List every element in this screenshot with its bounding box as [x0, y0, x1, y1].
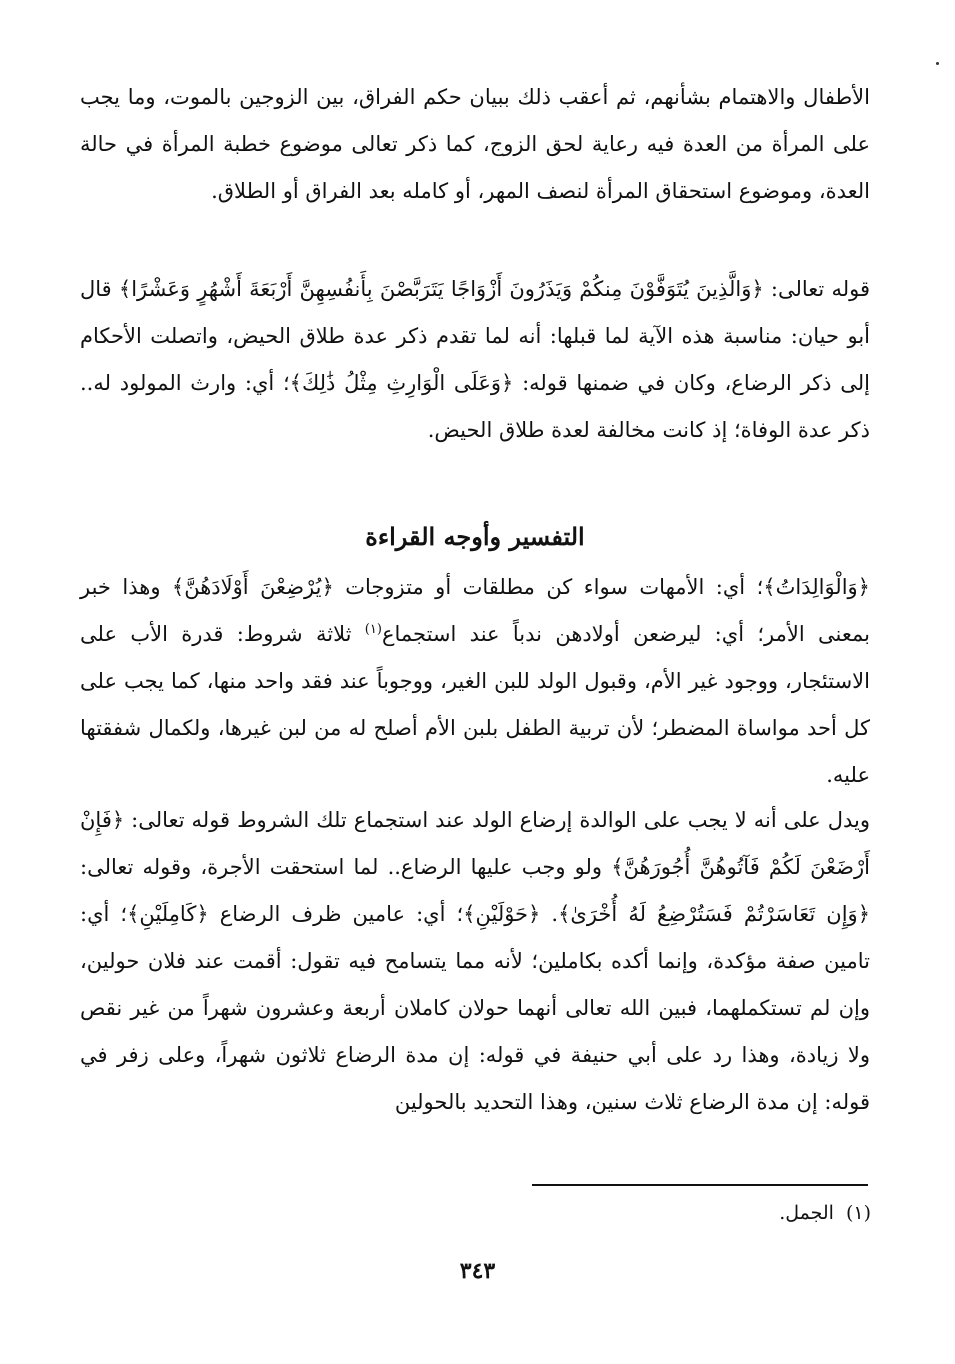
- footnote-text: الجمل.: [779, 1202, 834, 1224]
- scan-speck: [936, 62, 939, 65]
- paragraph-intro: الأطفال والاهتمام بشأنهم، ثم أعقب ذلك ببيان حكم الفراق، بين الزوجين بالموت، وما يجب على المرأة من العدة فيه رعاية لحق الزوج، كما ذكر تعالى موضوع خطبة المرأة في حالة العدة، وموضوع استحقاق المرأة لنصف المهر، أو كامله بعد الفراق أو الطلاق.: [80, 85, 870, 203]
- section-heading: التفسير وأوجه القراءة: [365, 522, 585, 551]
- footnote-divider: [532, 1184, 868, 1186]
- paragraph-mothers-part2: ثلاثة شروط: قدرة الأب على الاستئجار، ووجود غير الأم، وقبول الولد للبن الغير، ووجوباً عند فقد واحد منها، كما يجب على كل أحد مواساة المضطر؛ لأن تربية الطفل بلبن الأم أصلح له من لبن غيرها، ولكمال شفقتها عليه.: [80, 622, 870, 787]
- paragraph-mothers-part1: ﴿وَالْوَالِدَاتُ﴾؛ أي: الأمهات سواء كن مطلقات أو متزوجات ﴿يُرْضِعْنَ أَوْلَادَهُنَّ﴾ وهذا خبر بمعنى الأمر؛ أي: ليرضعن أولادهن ندباً عند استجماع: [80, 575, 870, 646]
- paragraph-evidence: ويدل على أنه لا يجب على الوالدة إرضاع الولد عند استجماع تلك الشروط قوله تعالى: ﴿فَإِنْ أَرْضَعْنَ لَكُمْ فَآتُوهُنَّ أُجُورَهُنَّ﴾ ولو وجب عليها الرضاع.. لما استحقت الأجرة، وقوله تعالى: ﴿وَإِن تَعَاسَرْتُمْ فَسَتُرْضِعُ لَهُ أُخْرَىٰ﴾. ﴿حَوْلَيْنِ﴾؛ أي: عامين ظرف الرضاع ﴿كَامِلَيْنِ﴾؛ أي: تامين صفة مؤكدة، وإنما أكده بكاملين؛ لأنه مما يتسامح فيه تقول: أقمت عند فلان حولين، وإن لم تستكملهما، فبين الله تعالى أنهما حولان كاملان أربعة وعشرون شهراً من غير نقص ولا زيادة، وهذا رد على أبي حنيفة في قوله: إن مدة الرضاع ثلاثون شهراً، وعلى زفر في قوله: إن مدة الرضاع ثلاث سنين، وهذا التحديد بالحولين: [80, 808, 870, 1114]
- footnote: [779, 1198, 871, 1228]
- page-number: ٣٤٣: [459, 1258, 496, 1284]
- paragraph-mothers: [80, 564, 870, 799]
- paragraph-verse-context: قوله تعالى: ﴿وَالَّذِينَ يُتَوَفَّوْنَ مِنكُمْ وَيَذَرُونَ أَزْوَاجًا يَتَرَبَّصْنَ بِأَنفُسِهِنَّ أَرْبَعَةَ أَشْهُرٍ وَعَشْرًا﴾ قال أبو حيان: مناسبة هذه الآية لما قبلها: أنه لما تقدم ذكر عدة طلاق الحيض، واتصلت الأحكام إلى ذكر الرضاع، وكان في ضمنها قوله: ﴿وَعَلَى الْوَارِثِ مِثْلُ ذَٰلِكَ﴾؛ أي: وارث المولود له.. ذكر عدة الوفاة؛ إذ كانت مخالفة لعدة طلاق الحيض.: [80, 277, 870, 442]
- footnote-reference[interactable]: (١): [364, 622, 382, 637]
- footnote-number: (١): [845, 1202, 871, 1224]
